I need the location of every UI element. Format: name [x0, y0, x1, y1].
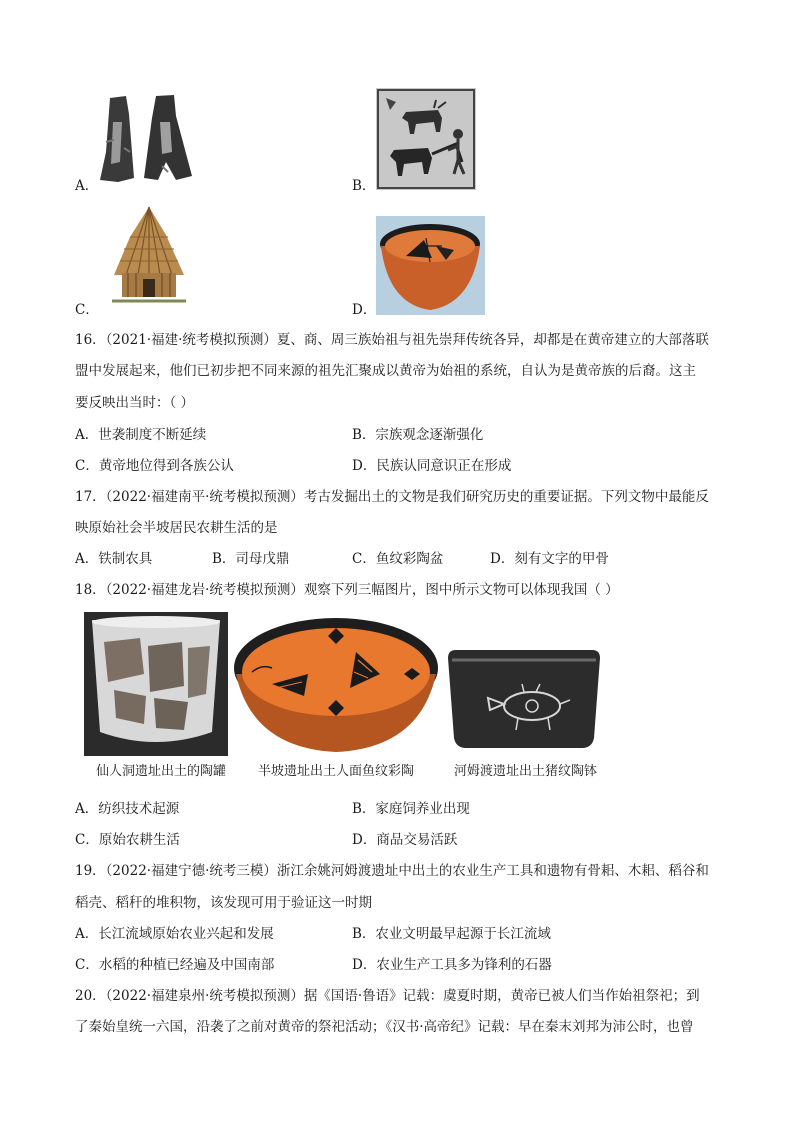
q16-option-c: C．黄帝地位得到各族公认	[75, 458, 234, 474]
q19-option-a: A．长江流域原始农业兴起和发展	[75, 926, 274, 942]
pottery-jar-photo	[84, 612, 228, 756]
q15-option-b-label: B．	[352, 178, 376, 194]
q18-option-c: C．原始农耕生活	[75, 832, 180, 848]
q15-option-a-label: A．	[75, 178, 99, 194]
q15-option-c-label: C．	[75, 302, 99, 318]
q19-stem-line-1: 19．（2022·福建宁德·统考三模）浙江余姚河姆渡遗址中出土的农业生产工具和遗物有骨耜、木耜、稻谷和	[75, 863, 709, 879]
thatched-hut-illustration	[108, 205, 190, 307]
q16-option-d: D．民族认同意识正在形成	[352, 458, 512, 474]
spade-coins-illustration	[96, 92, 198, 186]
fish-face-pottery-photo	[232, 612, 440, 756]
q16-stem-line-2: 盟中发展起来，他们已初步把不同来源的祖先汇聚成以黄帝为始祖的系统，自认为是黄帝族的后裔。这主	[75, 363, 696, 379]
q16-option-b: B．宗族观念逐渐强化	[352, 427, 484, 443]
q18-option-a: A．纺织技术起源	[75, 801, 180, 817]
q18-option-b: B．家庭饲养业出现	[352, 801, 470, 817]
q15-option-b-image	[376, 88, 476, 190]
q20-stem-line-2: 了秦始皇统一六国，沿袭了之前对黄帝的祭祀活动；《汉书·高帝纪》记载：早在秦末刘邦为沛公时，也曾	[75, 1019, 694, 1035]
q18-image-hemudu-bowl	[444, 648, 604, 752]
q15-option-c-image	[108, 205, 190, 307]
ox-plowing-rubbing	[376, 88, 476, 190]
q16-stem-line-1: 16．（2021·福建·统考模拟预测）夏、商、周三族始祖与祖先崇拜传统各异，却都是在黄帝建立的大部落联	[75, 332, 709, 348]
q15-option-a-image	[96, 92, 198, 186]
q19-stem-line-2: 稻壳、稻秆的堆积物，该发现可用于验证这一时期	[75, 895, 372, 911]
q18-caption-2: 半坡遗址出土人面鱼纹彩陶	[258, 764, 415, 779]
pig-pattern-bowl-photo	[444, 648, 604, 752]
q19-option-b: B．农业文明最早起源于长江流域	[352, 926, 551, 942]
q18-caption-1: 仙人洞遗址出土的陶罐	[96, 764, 227, 779]
q17-stem-line-2: 映原始社会半坡居民农耕生活的是	[75, 520, 278, 536]
q16-stem-line-3: 要反映出当时：（ ）	[75, 395, 195, 411]
q18-image-xianrendong-jar	[84, 612, 228, 756]
q15-option-d-label: D．	[352, 302, 377, 318]
q16-option-a: A．世袭制度不断延续	[75, 427, 207, 443]
q18-image-banpo-basin	[232, 612, 440, 756]
q17-option-b: B．司母戊鼎	[212, 551, 290, 567]
q15-option-d-image	[376, 216, 485, 315]
q20-stem-line-1: 20．（2022·福建泉州·统考模拟预测）据《国语·鲁语》记载：虞夏时期，黄帝已被人们当作始祖祭祀；到	[75, 988, 700, 1004]
painted-pottery-basin	[376, 216, 485, 315]
q18-option-d: D．商品交易活跃	[352, 832, 458, 848]
q19-option-c: C．水稻的种植已经遍及中国南部	[75, 957, 275, 973]
q17-stem-line-1: 17．（2022·福建南平·统考模拟预测）考古发掘出土的文物是我们研究历史的重要证据。下列文物中最能反	[75, 489, 709, 505]
q18-caption-3: 河姆渡遗址出土猪纹陶钵	[454, 764, 598, 779]
q18-stem-line-1: 18．（2022·福建龙岩·统考模拟预测）观察下列三幅图片，图中所示文物可以体现我国（ ）	[75, 582, 619, 598]
q17-option-d: D．刻有文字的甲骨	[490, 551, 609, 567]
q17-option-c: C．鱼纹彩陶盆	[352, 551, 444, 567]
q17-option-a: A．铁制农具	[75, 551, 153, 567]
q19-option-d: D．农业生产工具多为锋利的石器	[352, 957, 552, 973]
